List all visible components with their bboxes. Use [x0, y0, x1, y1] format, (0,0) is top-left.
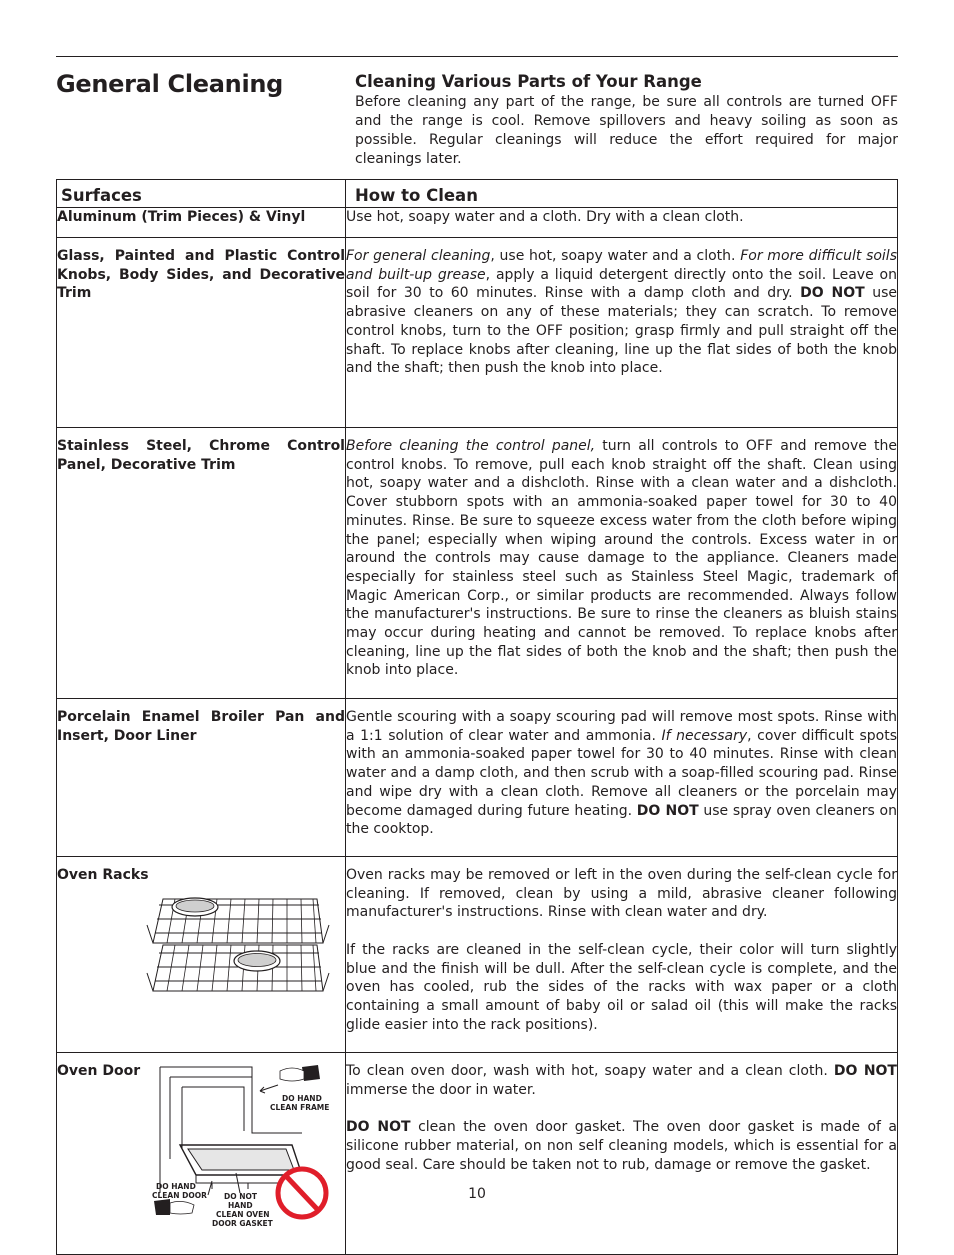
how-text: Use hot, soapy water and a cloth. Dry with a clean cloth.	[346, 209, 744, 225]
warning-phrase: DO NOT	[800, 285, 865, 302]
fig-label: CLEAN OVEN	[216, 1210, 270, 1219]
text-run: , cover difficult spots with an ammonia-soaked paper towel for 30 to 40 minutes. Rinse with clean water and a damp cloth, and then scrub with a soap-filled scouring pad. Rinse and wipe dry with a clean cloth. Remove all cleaners or the porcelain may become damaged during future heating.	[346, 727, 897, 819]
text-run: , use hot, soapy water and a cloth.	[490, 248, 741, 264]
warning-phrase: DO NOT	[636, 802, 699, 819]
table-row	[57, 428, 898, 699]
fig-label: DO HAND	[156, 1182, 196, 1191]
surface-cell	[57, 1053, 346, 1255]
how-text	[346, 1118, 897, 1174]
how-text: Oven racks may be removed or left in the oven during the self-clean cycle for cleaning. If removed, clean by using a mild, abrasive cleaner following manufacturer's instructions. Rinse with clean water and dry.	[346, 867, 897, 921]
surface-cell: Glass, Painted and Plastic Control Knobs, Body Sides, and Decorative Trim	[57, 238, 346, 428]
how-text	[346, 437, 897, 680]
warning-phrase: DO NOT	[833, 1063, 897, 1079]
table-row	[57, 238, 898, 428]
text-run: use abrasive cleaners on any of these materials; they can scratch. To remove control knobs, turn to the OFF position; grasp firmly and pull straight off the shaft. To replace knobs after cleaning, line up the flat sides of both the knob and the shaft; then push the knob into place.	[346, 285, 897, 377]
table-row	[57, 699, 898, 857]
how-to-clean-cell	[346, 699, 898, 857]
table-row	[57, 208, 898, 238]
text-run: use spray oven cleaners on the cooktop.	[346, 802, 897, 838]
text-run: clean the oven door gasket. The oven door gasket is made of a silicone rubber material, on non self cleaning models, which is essential for a good seal. Care should be taken not to rub, damage or remove the gasket.	[346, 1119, 897, 1173]
italic-phrase: Before cleaning the control panel,	[346, 438, 596, 454]
oven-racks-illustration	[145, 897, 330, 997]
intro-heading: Cleaning Various Parts of Your Range	[355, 72, 702, 91]
how-text	[346, 1062, 897, 1099]
surface-cell: Aluminum (Trim Pieces) & Vinyl	[57, 208, 346, 238]
text-run: turn all controls to OFF and remove the control knobs. To remove, pull each knob straight off the shaft. Clean using hot, soapy water and a dishcloth. Rinse with a clean water and a dishcloth. Cover stubborn spots with an ammonia-soaked paper towel for 30 to 40 minutes. Rinse. Be sure to squeeze excess water from the cloth before wiping the panel; especially when wiping around the controls. Excess water in or around the controls may cause damage to the appliance. Cleaners made especially for stainless steel such as Stainless Steel Magic, trademark of Magic American Corp., or similar products are recommended. Always follow the manufacturer's instructions. Be sure to rinse the cleaners as bluish stains may occur during heating and cannot be removed. To replace knobs after cleaning, line up the flat sides of both the knob and the shaft; then push the knob into place.	[346, 438, 898, 679]
surface-cell	[57, 857, 346, 1053]
how-to-clean-cell	[346, 1053, 898, 1255]
table-row	[57, 1053, 898, 1255]
oven-door-illustration	[152, 1063, 332, 1229]
top-rule	[56, 56, 898, 57]
intro-section	[355, 72, 898, 169]
how-text	[346, 708, 897, 839]
fig-label: CLEAN FRAME	[270, 1103, 330, 1112]
surface-cell: Stainless Steel, Chrome Control Panel, Decorative Trim	[57, 428, 346, 699]
intro-text: Before cleaning any part of the range, be sure all controls are turned OFF and the range is cool. Remove spillovers and heavy soiling as soon as possible. Regular cleanings will reduce the effort required for major cleanings later.	[355, 94, 898, 167]
how-text: If the racks are cleaned in the self-clean cycle, their color will turn slightly blue and the finish will be dull. After the self-clean cycle is complete, and the oven has cooled, rub the sides of the racks with wax paper or a cloth containing a small amount of baby oil or salad oil (this will make the racks glide easier into the rack positions).	[346, 941, 897, 1033]
italic-phrase: For more difficult soils and built-up grease	[346, 248, 897, 283]
how-to-clean-cell	[346, 428, 898, 699]
fig-label: DO NOT	[224, 1192, 257, 1201]
how-text	[346, 247, 897, 378]
text-run: , apply a liquid detergent directly onto the soil. Leave on soil for 30 to 60 minutes. Rinse with a damp cloth and dry.	[346, 266, 897, 302]
how-to-clean-cell	[346, 857, 898, 1053]
text-run: Gentle scouring with a soapy scouring pad will remove most spots. Rinse with a 1:1 solution of clear water and ammonia.	[346, 709, 897, 744]
cleaning-table	[56, 179, 898, 1255]
page-title: General Cleaning	[56, 70, 284, 98]
surface-label: Oven Door	[57, 1063, 141, 1079]
italic-phrase: If necessary	[661, 727, 748, 744]
fig-label: DOOR GASKET	[212, 1219, 273, 1228]
table-row	[57, 857, 898, 1053]
header-surfaces: Surfaces	[57, 180, 346, 208]
italic-phrase: For general cleaning	[346, 248, 491, 264]
how-to-clean-cell	[346, 238, 898, 428]
table-header-row	[57, 180, 898, 208]
fig-label: DO HAND	[282, 1094, 322, 1103]
header-how-to-clean: How to Clean	[346, 180, 898, 208]
warning-phrase: DO NOT	[346, 1119, 411, 1136]
fig-label: HAND	[228, 1201, 253, 1210]
surface-label: Oven Racks	[57, 867, 149, 883]
how-to-clean-cell	[346, 208, 898, 238]
fig-label: CLEAN DOOR	[152, 1191, 207, 1200]
page-number: 10	[468, 1186, 486, 1202]
text-run: To clean oven door, wash with hot, soapy water and a clean cloth.	[346, 1063, 834, 1079]
surface-cell: Porcelain Enamel Broiler Pan and Insert, Door Liner	[57, 699, 346, 857]
text-run: immerse the door in water.	[346, 1081, 536, 1098]
